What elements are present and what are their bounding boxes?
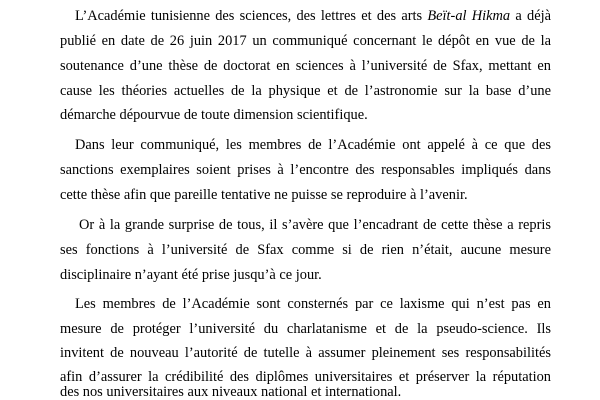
paragraph-1-line-1 xyxy=(75,5,551,27)
text-segment: démarche dépourvue de toute dimension scientifique. xyxy=(60,107,368,123)
paragraph-2-line-2 xyxy=(60,159,551,181)
text-segment: ses fonctions à l’université de Sfax comme si de rien n’était, aucune mesure xyxy=(60,242,551,258)
text-segment: mesure de protéger l’université du charlatanisme et de la pseudo-science. Ils xyxy=(60,321,551,337)
paragraph-1-line-4 xyxy=(60,80,551,102)
paragraph-3-line-3 xyxy=(60,264,551,286)
text-segment: cette thèse afin que pareille tentative ne puisse se reproduire à l’avenir. xyxy=(60,187,468,203)
paragraph-1-line-3 xyxy=(60,55,551,77)
text-segment: Les membres de l’Académie sont consternés par ce laxisme qui n’est pas en xyxy=(75,296,551,312)
text-segment: sanctions exemplaires soient prises à l’encontre des responsables impliqués dans xyxy=(60,162,551,178)
text-segment: Dans leur communiqué, les membres de l’Académie ont appelé à ce que des xyxy=(75,137,551,153)
paragraph-3-line-2 xyxy=(60,239,551,261)
paragraph-4-line-3 xyxy=(60,342,551,364)
italic-institution-name: Beït-al Hikma xyxy=(427,8,511,24)
text-segment: soutenance d’une thèse de doctorat en sciences à l’université de Sfax, mettant en xyxy=(60,58,551,74)
text-segment: a déjà xyxy=(510,8,551,24)
paragraph-2-line-1 xyxy=(75,134,551,156)
text-segment: invitent de nouveau l’autorité de tutelle à assumer pleinement ses responsabilités xyxy=(60,345,551,361)
paragraph-3-line-1 xyxy=(79,214,551,236)
paragraph-1-line-2 xyxy=(60,30,551,52)
text-segment: publié en date de 26 juin 2017 un communiqué concernant le dépôt en vue de la xyxy=(60,33,551,49)
paragraph-4-line-5 xyxy=(60,385,551,400)
text-segment: disciplinaire n’ayant été prise jusqu’à ce jour. xyxy=(60,267,322,283)
text-segment: cause les théories actuelles de la physique et de l’astronomie sur la base d’une xyxy=(60,83,551,99)
paragraph-4-line-2 xyxy=(60,318,551,340)
text-segment: afin d’assurer la crédibilité des diplômes universitaires et préserver la réputation xyxy=(60,369,551,385)
paragraph-1-line-5 xyxy=(60,104,551,126)
text-segment: Or à la grande surprise de tous, il s’avère que l’encadrant de cette thèse a repris xyxy=(79,217,551,233)
text-segment: L’Académie tunisienne des sciences, des lettres et des arts xyxy=(75,8,428,24)
text-segment: des nos universitaires aux niveaux national et international. xyxy=(60,385,402,400)
paragraph-2-line-3 xyxy=(60,184,551,206)
paragraph-4-line-1 xyxy=(75,293,551,315)
